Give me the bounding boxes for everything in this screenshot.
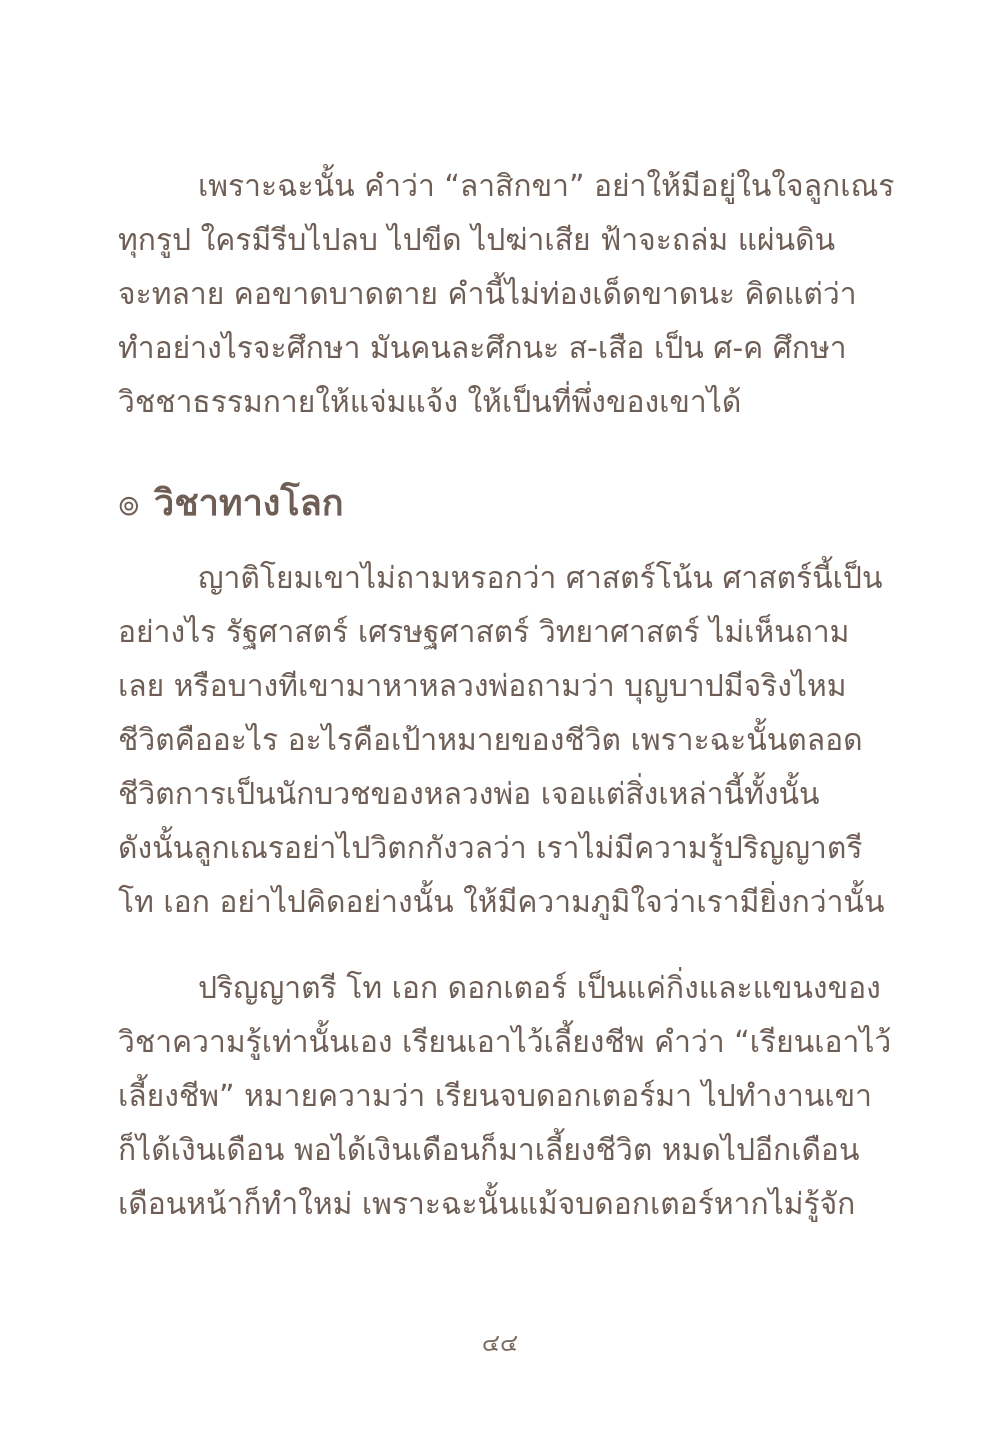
text-line: โท เอก อย่าไปคิดอย่างนั้น ให้มีความภูมิใจว่าเรามียิ่งกว่านั้น [118,885,885,920]
text-line: ทำอย่างไรจะศึกษา มันคนละศึกนะ ส-เสือ เป็น ศ-ค ศึกษา [118,331,847,366]
page-number: ๔๔ [481,1329,519,1357]
text-line: ปริญญาตรี โท เอก ดอกเตอร์ เป็นแค่กิ่งและแขนงของ [198,971,881,1006]
text-line: วิชชาธรรมกายให้แจ่มแจ้ง ให้เป็นที่พึ่งของเขาได้ [118,385,742,420]
text-line: เลย หรือบางทีเขามาหาหลวงพ่อถามว่า บุญบาปมีจริงไหม [118,669,847,704]
text-line: เลี้ยงชีพ” หมายความว่า เรียนจบดอกเตอร์มา ไปทำงานเขา [118,1079,872,1114]
text-line: ญาติโยมเขาไม่ถามหรอกว่า ศาสตร์โน้น ศาสตร์นี้เป็น [198,561,883,596]
text-line: เพราะฉะนั้น คำว่า “ลาสิกขา” อย่าให้มีอยู่ในใจลูกเณร [198,169,895,204]
paragraph-2 [118,552,885,930]
paragraph-1 [118,160,895,430]
text-line: ชีวิตคืออะไร อะไรคือเป้าหมายของชีวิต เพราะฉะนั้นตลอด [118,723,863,758]
paragraph-3 [118,962,892,1232]
heading-bullet: ๏ [118,483,140,524]
text-line: ดังนั้นลูกเณรอย่าไปวิตกกังวลว่า เราไม่มีความรู้ปริญญาตรี [118,831,863,866]
text-line: วิชาความรู้เท่านั้นเอง เรียนเอาไว้เลี้ยงชีพ คำว่า “เรียนเอาไว้ [118,1025,892,1060]
section-heading [118,474,344,534]
text-line: เดือนหน้าก็ทำใหม่ เพราะฉะนั้นแม้จบดอกเตอร์หากไม่รู้จัก [118,1187,856,1222]
text-line: ชีวิตการเป็นนักบวชของหลวงพ่อ เจอแต่สิ่งเหล่านี้ทั้งนั้น [118,777,820,812]
text-line: ก็ได้เงินเดือน พอได้เงินเดือนก็มาเลี้ยงชีวิต หมดไปอีกเดือน [118,1133,860,1168]
text-line: อย่างไร รัฐศาสตร์ เศรษฐศาสตร์ วิทยาศาสตร์ ไม่เห็นถาม [118,615,850,650]
heading-title: วิชาทางโลก [153,483,344,524]
text-line: ทุกรูป ใครมีรีบไปลบ ไปขีด ไปฆ่าเสีย ฟ้าจะถล่ม แผ่นดิน [118,223,836,258]
text-line: จะทลาย คอขาดบาดตาย คำนี้ไม่ท่องเด็ดขาดนะ คิดแต่ว่า [118,277,857,312]
